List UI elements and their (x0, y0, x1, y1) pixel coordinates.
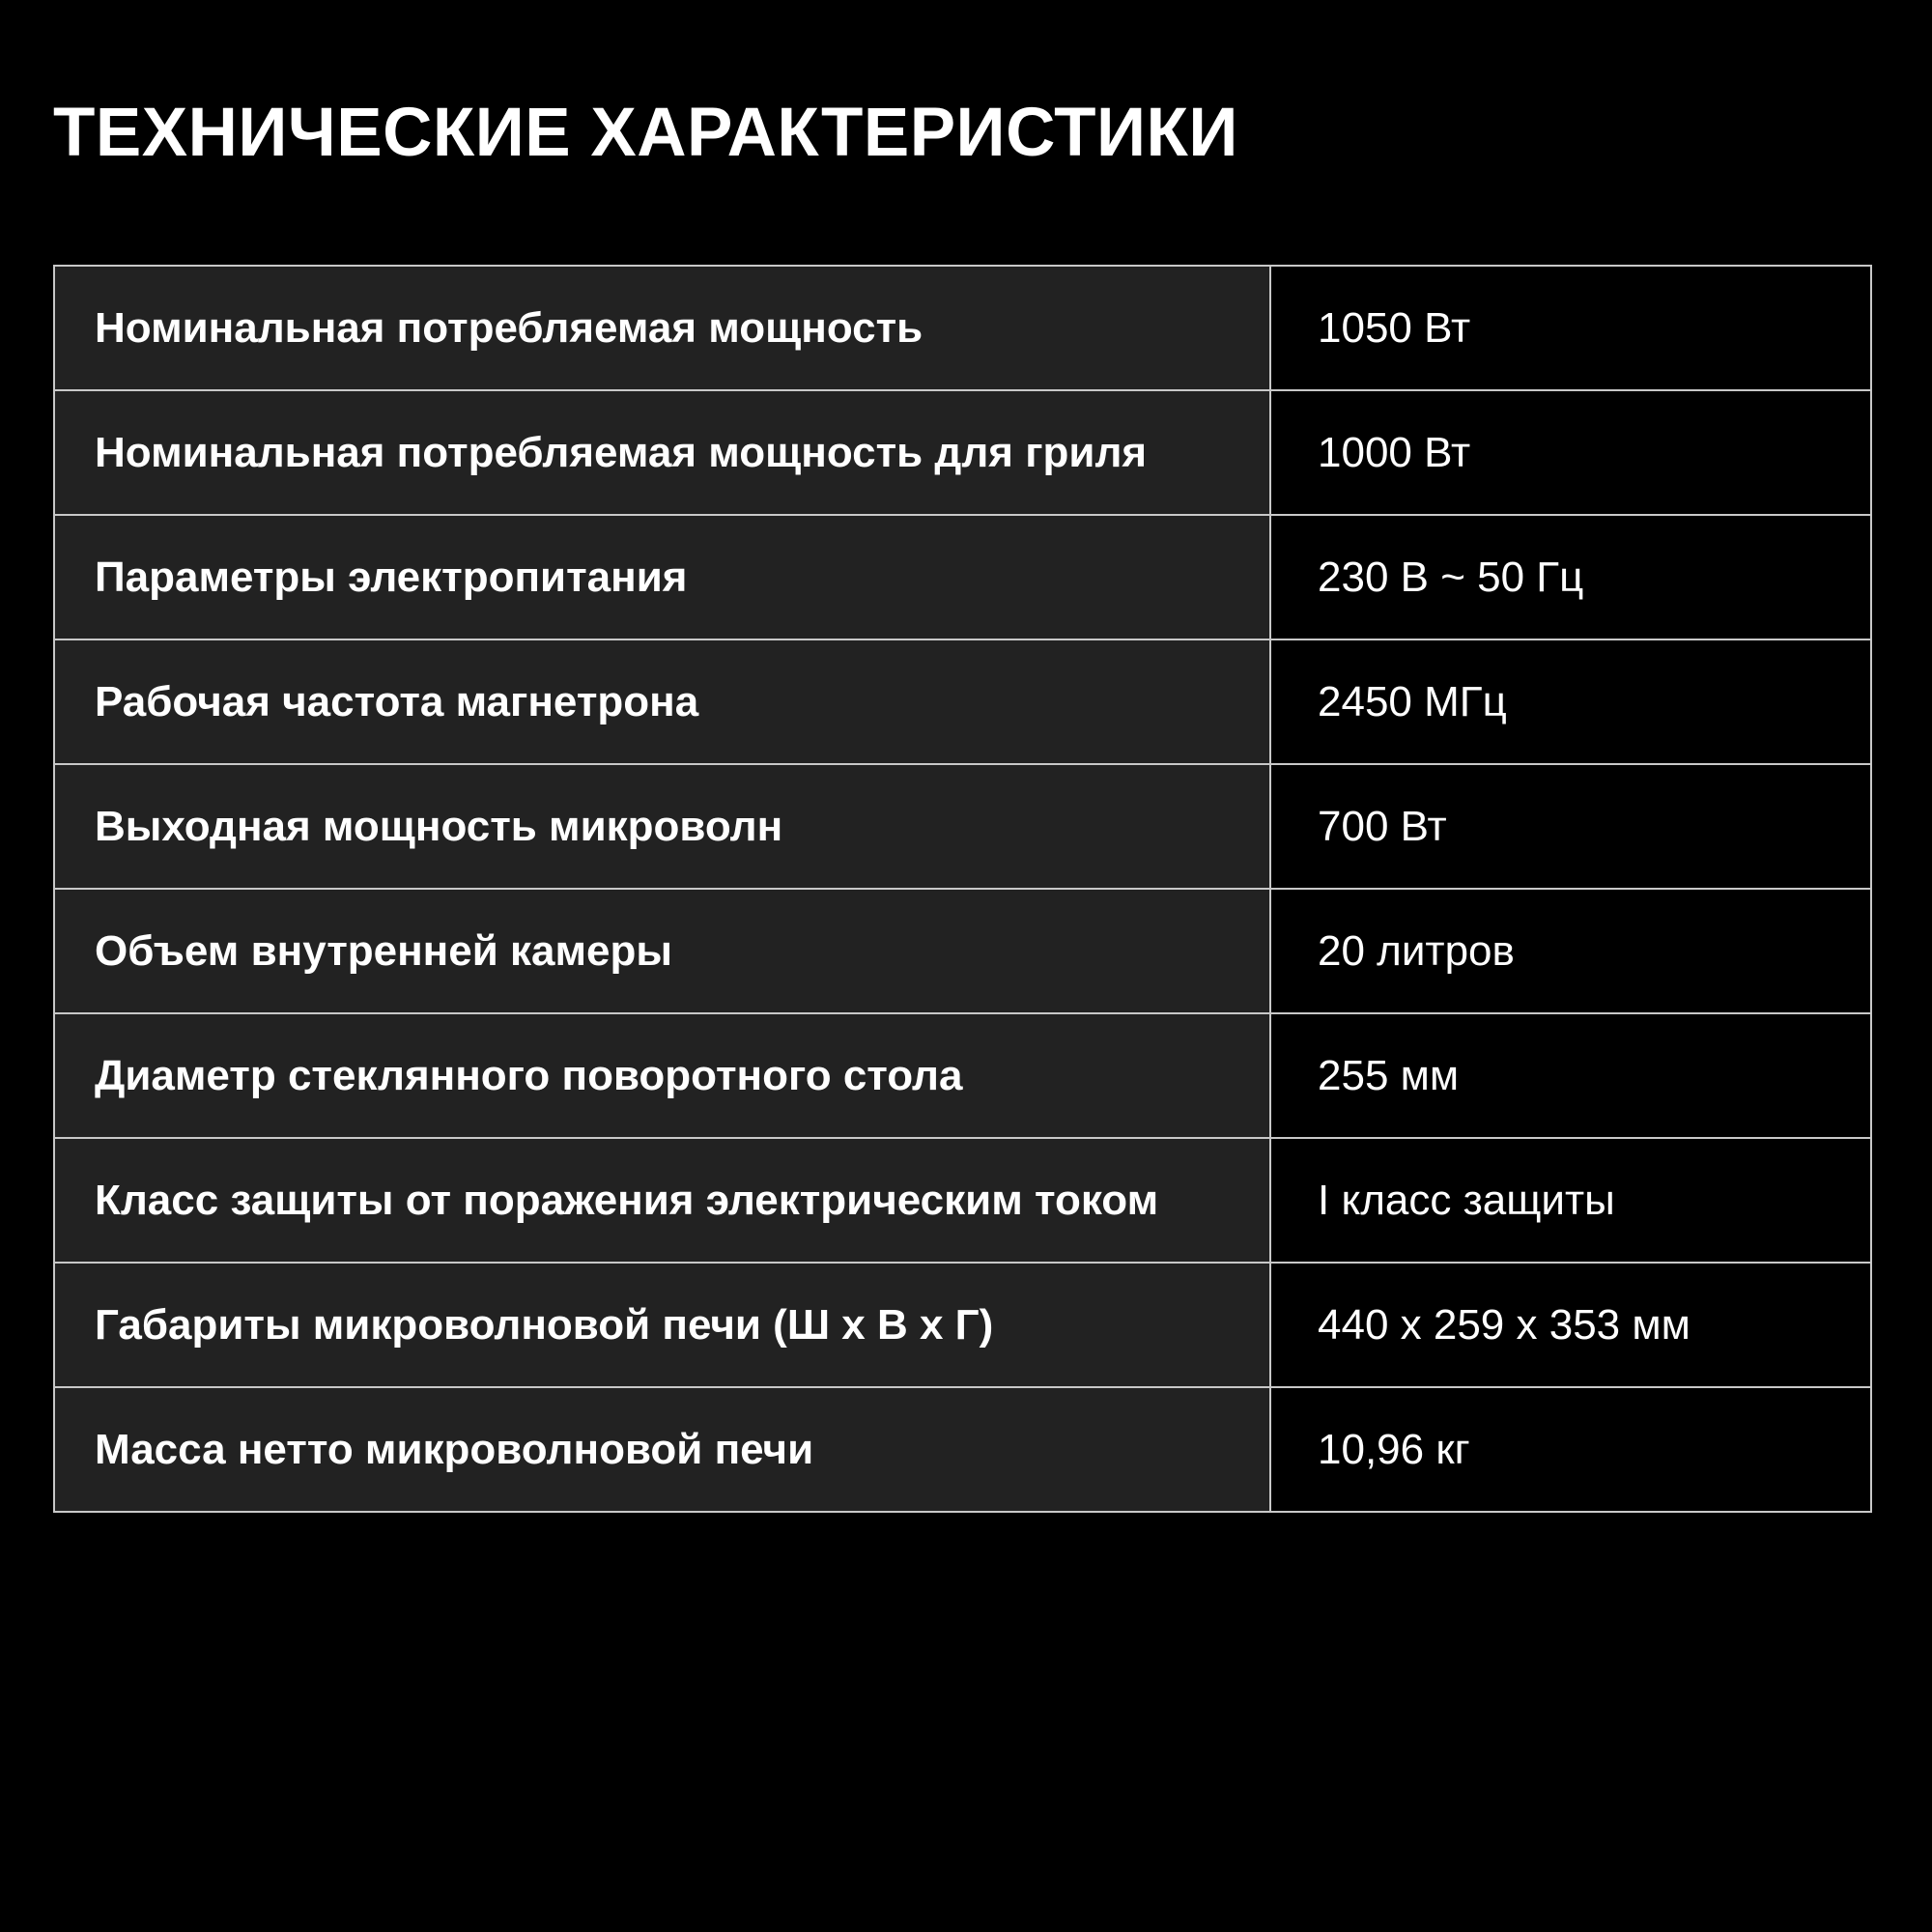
spec-param: Выходная мощность микроволн (54, 764, 1270, 889)
spec-param: Класс защиты от поражения электрическим током (54, 1138, 1270, 1263)
spec-value: 700 Вт (1270, 764, 1871, 889)
table-row (54, 639, 1871, 764)
spec-value: 20 литров (1270, 889, 1871, 1013)
specifications-table (53, 265, 1872, 1513)
table-row (54, 1138, 1871, 1263)
table-row (54, 266, 1871, 390)
spec-value: 10,96 кг (1270, 1387, 1871, 1512)
spec-value: 1050 Вт (1270, 266, 1871, 390)
page-title: ТЕХНИЧЕСКИЕ ХАРАКТЕРИСТИКИ (53, 95, 1238, 171)
spec-value: I класс защиты (1270, 1138, 1871, 1263)
table-row (54, 889, 1871, 1013)
table-row (54, 515, 1871, 639)
spec-param: Масса нетто микроволновой печи (54, 1387, 1270, 1512)
spec-param: Номинальная потребляемая мощность для гриля (54, 390, 1270, 515)
table-row (54, 1263, 1871, 1387)
spec-param: Габариты микроволновой печи (Ш х В х Г) (54, 1263, 1270, 1387)
spec-value: 1000 Вт (1270, 390, 1871, 515)
spec-value: 440 х 259 х 353 мм (1270, 1263, 1871, 1387)
table-row (54, 1013, 1871, 1138)
spec-value: 230 В ~ 50 Гц (1270, 515, 1871, 639)
table-row (54, 1387, 1871, 1512)
spec-param: Параметры электропитания (54, 515, 1270, 639)
table-row (54, 764, 1871, 889)
spec-param: Рабочая частота магнетрона (54, 639, 1270, 764)
spec-value: 2450 МГц (1270, 639, 1871, 764)
spec-param: Диаметр стеклянного поворотного стола (54, 1013, 1270, 1138)
spec-param: Номинальная потребляемая мощность (54, 266, 1270, 390)
spec-param: Объем внутренней камеры (54, 889, 1270, 1013)
spec-value: 255 мм (1270, 1013, 1871, 1138)
table-row (54, 390, 1871, 515)
